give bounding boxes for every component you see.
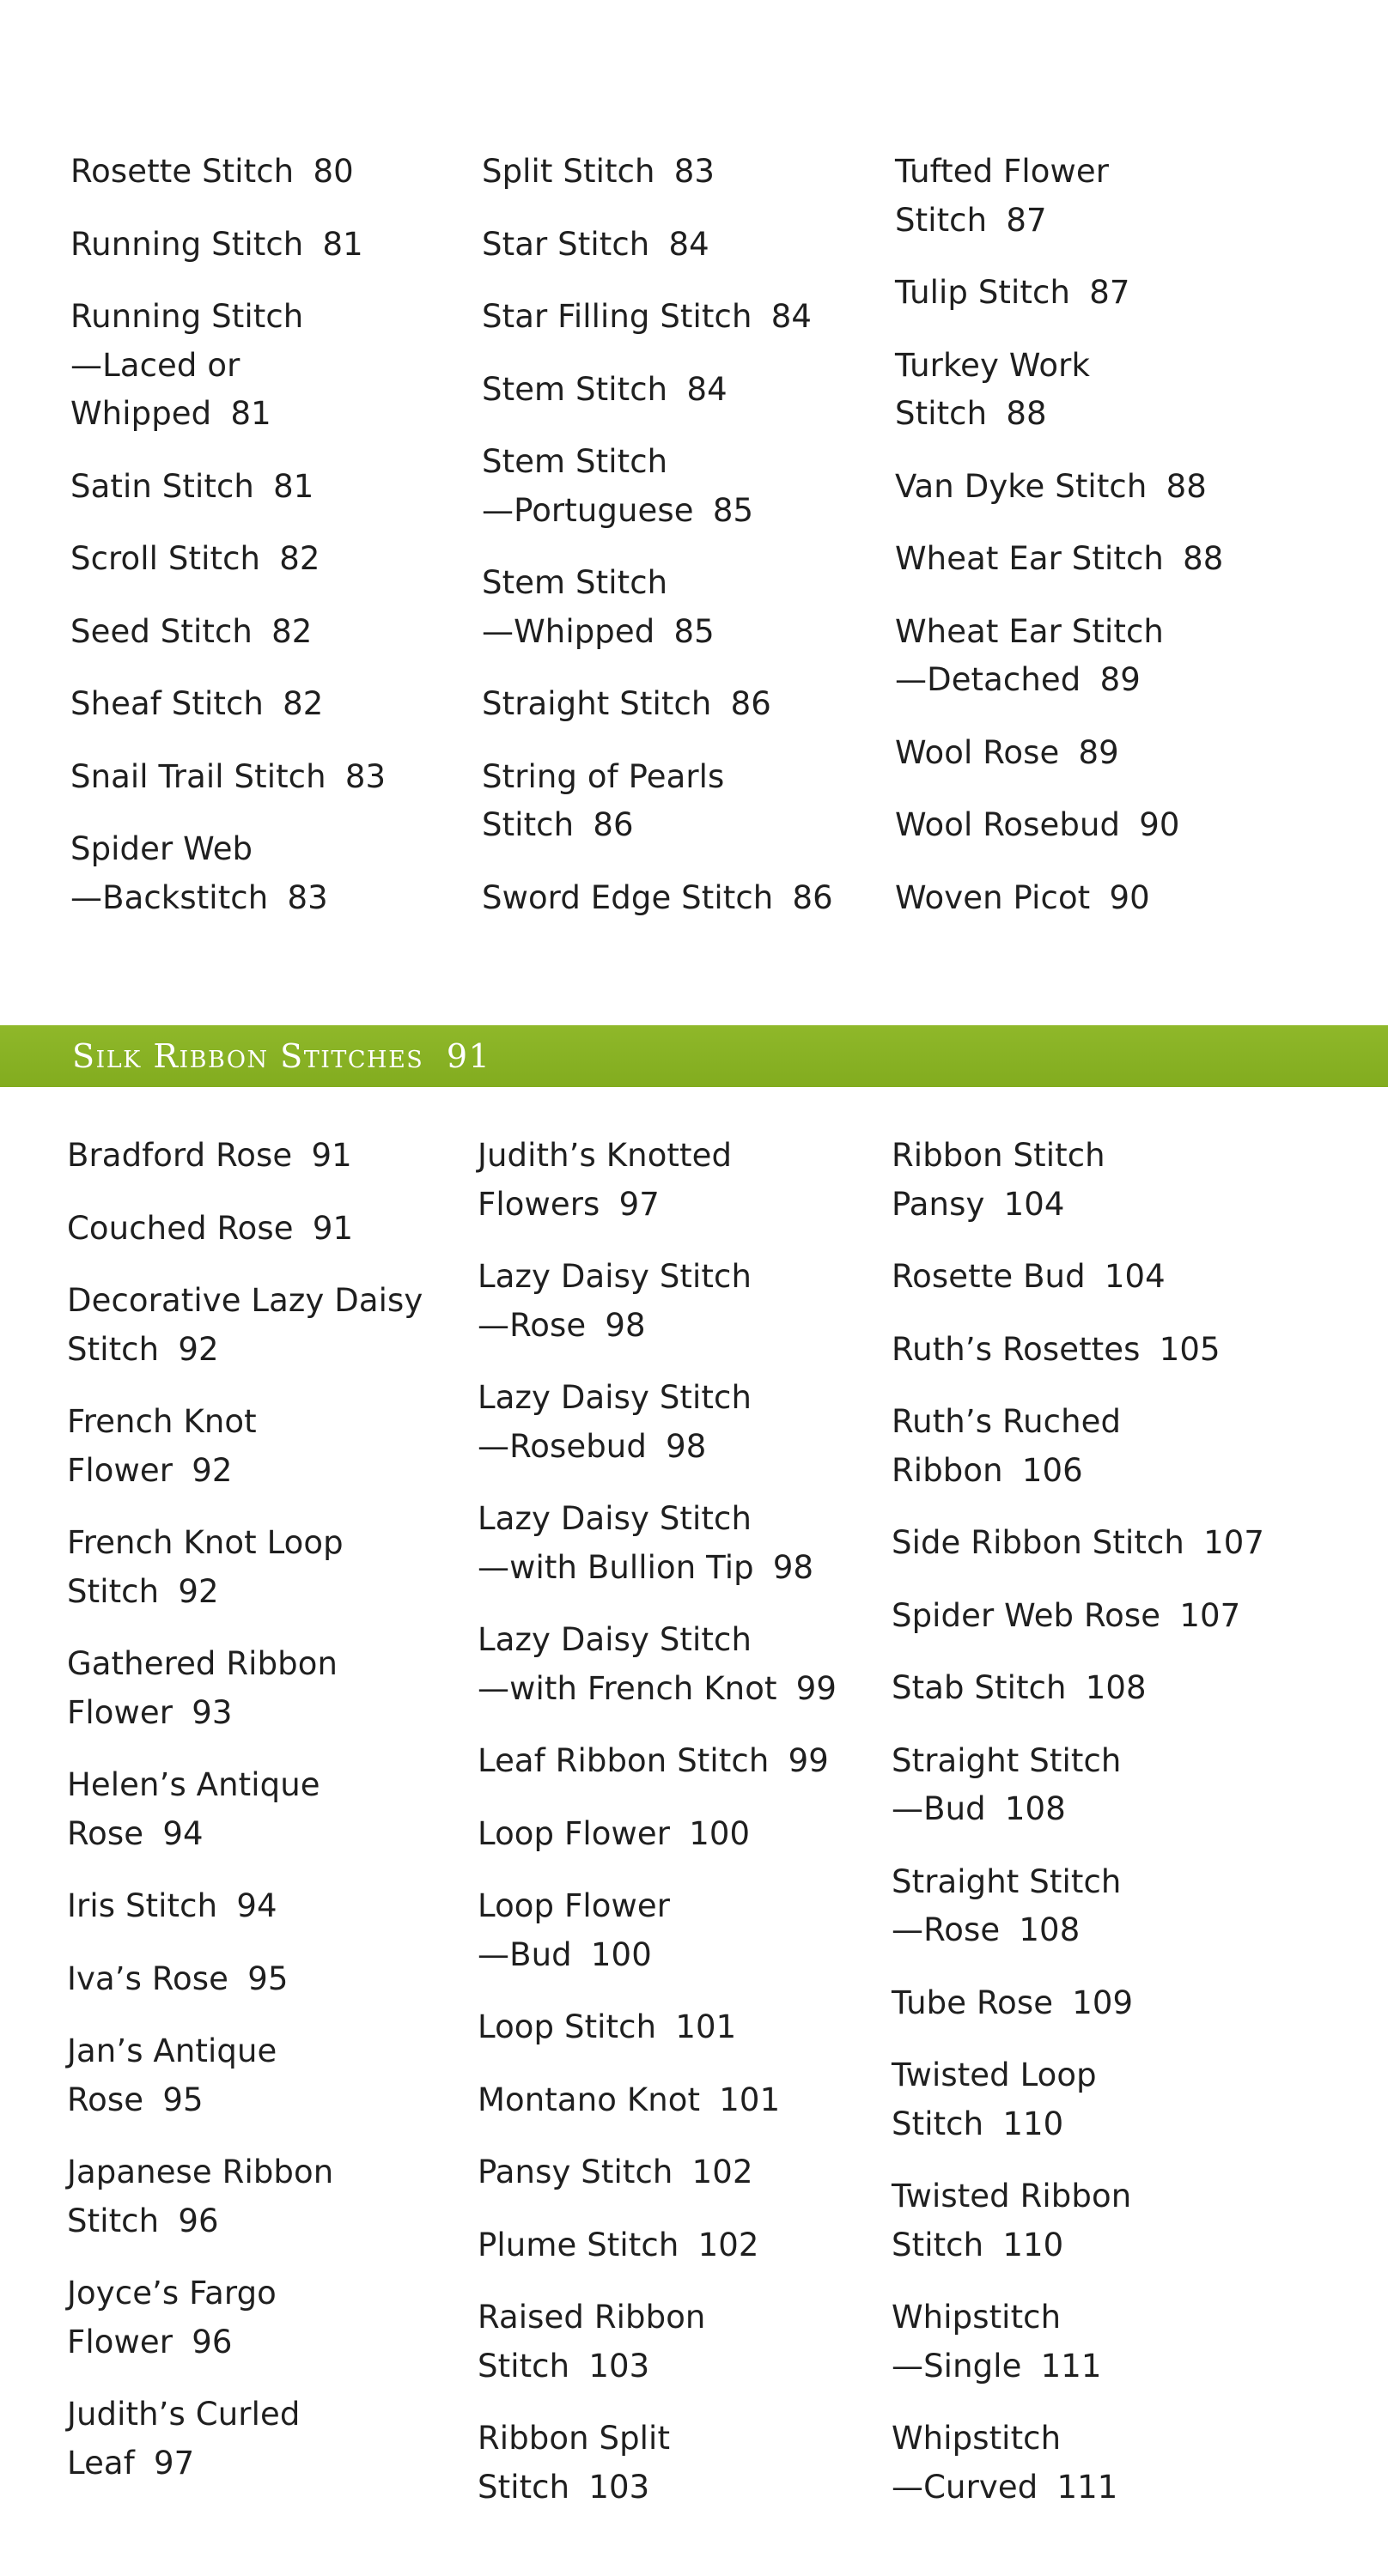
entry-name-line: Japanese Ribbon [67,2154,334,2190]
entry-name-line: French Knot Loop [67,1524,344,1561]
entry-name-line: Stitch [892,2105,984,2142]
index-entry [70,608,457,657]
ribbon-index-column-2 [478,1132,864,2536]
entry-name-line: Lazy Daisy Stitch [478,1379,752,1416]
entry-name-line: Stem Stitch [482,370,668,408]
index-entry [67,2027,454,2124]
entry-name-line: Woven Picot [895,878,1091,916]
index-entry [478,1495,864,1592]
entry-page-number: 100 [590,1935,652,1973]
index-entry [67,1519,454,1616]
entry-name-line: Ruth’s Rosettes [892,1330,1141,1368]
index-entry [478,2148,864,2197]
entry-name-line: Straight Stitch [892,1862,1122,1900]
entry-name-line: —Whipped [482,612,655,650]
entry-page-number: 88 [1166,467,1207,505]
entry-name-line: —Bud [478,1935,572,1973]
entry-name-line: Satin Stitch [70,467,254,505]
entry-name-line: Split Stitch [482,153,655,190]
index-entry [67,2391,454,2488]
index-entry [67,2148,454,2245]
entry-page-number: 83 [344,757,387,795]
entry-name-line: Helen’s Antique [67,1766,320,1803]
index-entry [67,1398,454,1495]
entry-name-line: Twisted Loop [892,2057,1097,2093]
index-entry [892,1858,1321,1955]
index-entry [892,1326,1321,1375]
entry-page-number: 83 [287,878,328,916]
entry-name-line: —with French Knot [478,1669,777,1707]
entry-name-line: Spider Web Rose [892,1596,1161,1634]
index-entry [482,680,868,729]
index-entry [67,2269,454,2366]
entry-name-line: Joyce’s Fargo [67,2275,277,2312]
entry-name-line: —Curved [892,2468,1038,2506]
entry-name-line: —Rose [478,1306,587,1344]
entry-page-number: 88 [1006,395,1047,432]
index-entry [895,342,1324,439]
entry-name-line: Stitch [67,2202,160,2239]
entry-name-line: Loop Stitch [478,2008,657,2045]
entry-page-number: 87 [1006,201,1047,239]
index-entry [478,2293,864,2391]
entry-name-line: Tufted Flower [895,153,1110,190]
index-entry [478,1132,864,1229]
entry-name-line: Flower [67,2323,174,2360]
ribbon-index-column-1 [67,1132,454,2512]
entry-page-number: 83 [673,153,715,190]
entry-page-number: 92 [178,1330,219,1368]
entry-name-line: Lazy Daisy Stitch [478,1500,752,1537]
index-entry [478,2415,864,2512]
entry-page-number: 89 [1078,733,1119,771]
entry-page-number: 98 [605,1306,646,1344]
entry-name-line: Gathered Ribbon [67,1645,338,1682]
entry-name-line: —Laced or [70,346,240,384]
entry-name-line: Raised Ribbon [478,2299,706,2336]
entry-name-line: Twisted Ribbon [892,2178,1132,2215]
entry-name-line: Jan’s Antique [67,2032,277,2069]
index-entry [70,463,457,512]
index-entry [892,1664,1321,1713]
index-entry [895,608,1324,705]
index-entry [67,1132,454,1181]
entry-page-number: 107 [1203,1524,1265,1561]
entry-name-line: Van Dyke Stitch [895,467,1148,505]
section-page-number: 91 [446,1037,491,1075]
entry-name-line: —Backstitch [70,878,269,916]
index-entry [892,2293,1321,2391]
entry-name-line: Seed Stitch [70,612,253,650]
entry-name-line: Stitch [892,2226,984,2263]
entry-name-line: Turkey Work [895,346,1090,384]
entry-page-number: 110 [1002,2105,1064,2142]
index-entry [478,1616,864,1713]
entry-name-line: —Rosebud [478,1427,647,1465]
entry-page-number: 105 [1159,1330,1221,1368]
entry-name-line: Iva’s Rose [67,1959,229,1997]
entry-name-line: Loop Flower [478,1814,671,1852]
entry-name-line: —with Bullion Tip [478,1548,754,1586]
entry-page-number: 99 [795,1669,837,1707]
index-entry [892,1737,1321,1834]
section-header-band [0,1025,1388,1087]
entry-name-line: Lazy Daisy Stitch [478,1621,752,1658]
entry-page-number: 90 [1139,806,1180,843]
index-entry [895,729,1324,778]
entry-name-line: Stitch [895,395,988,432]
entry-page-number: 108 [1085,1669,1147,1706]
entry-name-line: Stitch [67,1572,160,1610]
index-entry [895,148,1324,245]
entry-name-line: Snail Trail Stitch [70,757,326,795]
entry-page-number: 92 [178,1572,219,1610]
entry-name-line: Straight Stitch [892,1741,1122,1779]
index-entry [892,1592,1321,1641]
entry-name-line: Running Stitch [70,225,304,263]
index-entry [892,1253,1321,1302]
entry-page-number: 95 [162,2081,204,2118]
index-entry [70,680,457,729]
index-entry [478,2076,864,2125]
entry-page-number: 86 [730,685,771,722]
entry-page-number: 91 [312,1209,354,1247]
entry-name-line: Ruth’s Ruched [892,1403,1122,1440]
index-entry [482,221,868,270]
index-entry [67,1761,454,1858]
entry-page-number: 107 [1179,1596,1241,1634]
entry-page-number: 88 [1183,540,1224,577]
index-entry [892,1398,1321,1495]
entry-page-number: 98 [666,1427,707,1465]
entry-page-number: 103 [588,2347,650,2385]
entry-name-line: Side Ribbon Stitch [892,1524,1184,1561]
index-entry [70,825,457,922]
entry-name-line: Sword Edge Stitch [482,878,774,916]
entry-page-number: 111 [1056,2468,1118,2506]
entry-name-line: Sheaf Stitch [70,685,264,722]
entry-page-number: 101 [719,2081,781,2118]
entry-name-line: —Detached [895,661,1081,698]
index-entry [478,1737,864,1786]
entry-name-line: Leaf Ribbon Stitch [478,1742,770,1779]
index-entry [892,1519,1321,1568]
entry-name-line: Rose [67,2081,144,2118]
entry-page-number: 91 [311,1137,352,1174]
entry-page-number: 98 [772,1548,814,1586]
ribbon-index-column-3 [892,1132,1321,2536]
entry-page-number: 86 [593,806,634,843]
index-entry [70,535,457,584]
entry-name-line: Stem Stitch [482,564,668,601]
entry-page-number: 84 [770,298,812,335]
index-entry [482,366,868,415]
entry-name-line: French Knot [67,1403,257,1440]
index-entry [892,2051,1321,2148]
index-column-1 [70,148,457,946]
index-entry [67,1277,454,1374]
index-entry [70,148,457,197]
entry-page-number: 90 [1109,878,1150,916]
entry-page-number: 104 [1003,1185,1065,1223]
index-entry [895,801,1324,850]
index-entry [478,1374,864,1471]
entry-name-line: Stitch [478,2347,570,2385]
entry-page-number: 92 [192,1451,233,1489]
entry-page-number: 96 [192,2323,233,2360]
entry-page-number: 103 [588,2468,650,2506]
entry-name-line: Tube Rose [892,1984,1054,2021]
entry-name-line: String of Pearls [482,757,725,795]
entry-name-line: Rose [67,1814,144,1852]
index-entry [478,1253,864,1350]
entry-name-line: Iris Stitch [67,1887,218,1924]
entry-page-number: 94 [236,1887,277,1924]
entry-name-line: Star Filling Stitch [482,298,752,335]
entry-name-line: Stem Stitch [482,443,668,480]
entry-name-line: Spider Web [70,830,253,867]
entry-page-number: 85 [712,491,754,529]
entry-page-number: 87 [1089,274,1130,311]
entry-name-line: Wheat Ear Stitch [895,612,1164,650]
index-column-2 [482,148,868,946]
entry-name-line: Loop Flower [478,1887,671,1924]
index-entry [67,1205,454,1254]
section-title-text: Silk Ribbon Stitches [72,1037,424,1075]
entry-name-line: Judith’s Curled [67,2396,301,2433]
index-entry [892,1132,1321,1229]
index-entry [482,874,868,923]
index-entry [892,1979,1321,2028]
entry-name-line: Wheat Ear Stitch [895,540,1164,577]
entry-page-number: 93 [192,1693,233,1731]
entry-name-line: Ribbon Stitch [892,1137,1105,1174]
entry-name-line: Whipstitch [892,2299,1062,2336]
entry-page-number: 82 [271,612,313,650]
entry-page-number: 102 [691,2154,753,2190]
entry-page-number: 110 [1002,2226,1064,2263]
entry-page-number: 82 [279,540,320,577]
entry-page-number: 99 [788,1742,829,1779]
entry-name-line: Scroll Stitch [70,540,261,577]
index-entry [482,753,868,850]
entry-page-number: 111 [1040,2347,1102,2385]
entry-name-line: Ribbon Split [478,2420,671,2457]
entry-name-line: Tulip Stitch [895,274,1071,311]
index-entry [895,874,1324,923]
section-title [72,1025,490,1087]
entry-page-number: 81 [322,225,363,263]
entry-name-line: Wool Rose [895,733,1060,771]
index-entry [892,2172,1321,2269]
entry-page-number: 84 [668,225,709,263]
index-entry [895,535,1324,584]
entry-name-line: Flower [67,1693,174,1731]
entry-name-line: Lazy Daisy Stitch [478,1258,752,1295]
entry-page-number: 106 [1021,1451,1083,1489]
entry-name-line: Bradford Rose [67,1137,293,1174]
entry-name-line: Running Stitch [70,298,304,335]
entry-name-line: Plume Stitch [478,2226,679,2263]
entry-page-number: 80 [313,153,354,190]
entry-name-line: —Portuguese [482,491,694,529]
entry-page-number: 108 [1019,1911,1081,1948]
index-entry [895,463,1324,512]
entry-page-number: 97 [618,1185,660,1223]
entry-name-line: Montano Knot [478,2081,701,2118]
entry-name-line: —Single [892,2347,1022,2385]
entry-name-line: Stitch [895,201,988,239]
index-entry [478,1882,864,1979]
entry-name-line: Pansy [892,1185,985,1223]
entry-name-line: —Rose [892,1911,1001,1948]
entry-page-number: 95 [247,1959,289,1997]
entry-name-line: Judith’s Knotted [478,1137,733,1174]
index-column-3 [895,148,1324,946]
entry-page-number: 81 [230,395,271,432]
entry-name-line: Wool Rosebud [895,806,1121,843]
entry-page-number: 85 [673,612,715,650]
entry-name-line: Stitch [67,1330,160,1368]
entry-name-line: Whipstitch [892,2420,1062,2457]
index-entry [482,438,868,535]
index-entry [482,293,868,342]
index-entry [482,559,868,656]
entry-page-number: 86 [792,878,833,916]
entry-name-line: Stitch [482,806,575,843]
index-entry [70,221,457,270]
index-entry [895,269,1324,318]
entry-page-number: 109 [1072,1984,1134,2021]
entry-page-number: 102 [697,2226,759,2263]
entry-name-line: Stab Stitch [892,1669,1067,1706]
entry-name-line: Straight Stitch [482,685,712,722]
entry-name-line: Flower [67,1451,174,1489]
index-entry [478,2003,864,2052]
index-entry [892,2415,1321,2512]
entry-page-number: 108 [1004,1790,1066,1827]
entry-name-line: Rosette Bud [892,1258,1086,1295]
index-entry [478,1810,864,1859]
entry-name-line: Rosette Stitch [70,153,295,190]
entry-page-number: 97 [154,2444,195,2482]
entry-page-number: 101 [675,2008,737,2045]
entry-name-line: Pansy Stitch [478,2154,673,2190]
entry-name-line: Star Stitch [482,225,650,263]
entry-name-line: Flowers [478,1185,600,1223]
entry-name-line: Stitch [478,2468,570,2506]
index-entry [70,753,457,802]
entry-name-line: Leaf [67,2444,135,2482]
entry-page-number: 81 [273,467,314,505]
index-entry [70,293,457,439]
index-entry [67,1882,454,1931]
entry-page-number: 100 [689,1814,751,1852]
entry-page-number: 89 [1099,661,1141,698]
entry-page-number: 82 [283,685,324,722]
entry-page-number: 96 [178,2202,219,2239]
entry-name-line: Ribbon [892,1451,1003,1489]
entry-name-line: Whipped [70,395,212,432]
entry-name-line: —Bud [892,1790,986,1827]
entry-name-line: Decorative Lazy Daisy [67,1282,423,1319]
entry-name-line: Couched Rose [67,1209,294,1247]
index-entry [478,2221,864,2270]
entry-page-number: 104 [1104,1258,1166,1295]
entry-page-number: 84 [686,370,727,408]
index-entry [482,148,868,197]
index-entry [67,1955,454,2004]
entry-page-number: 94 [162,1814,204,1852]
index-entry [67,1640,454,1737]
